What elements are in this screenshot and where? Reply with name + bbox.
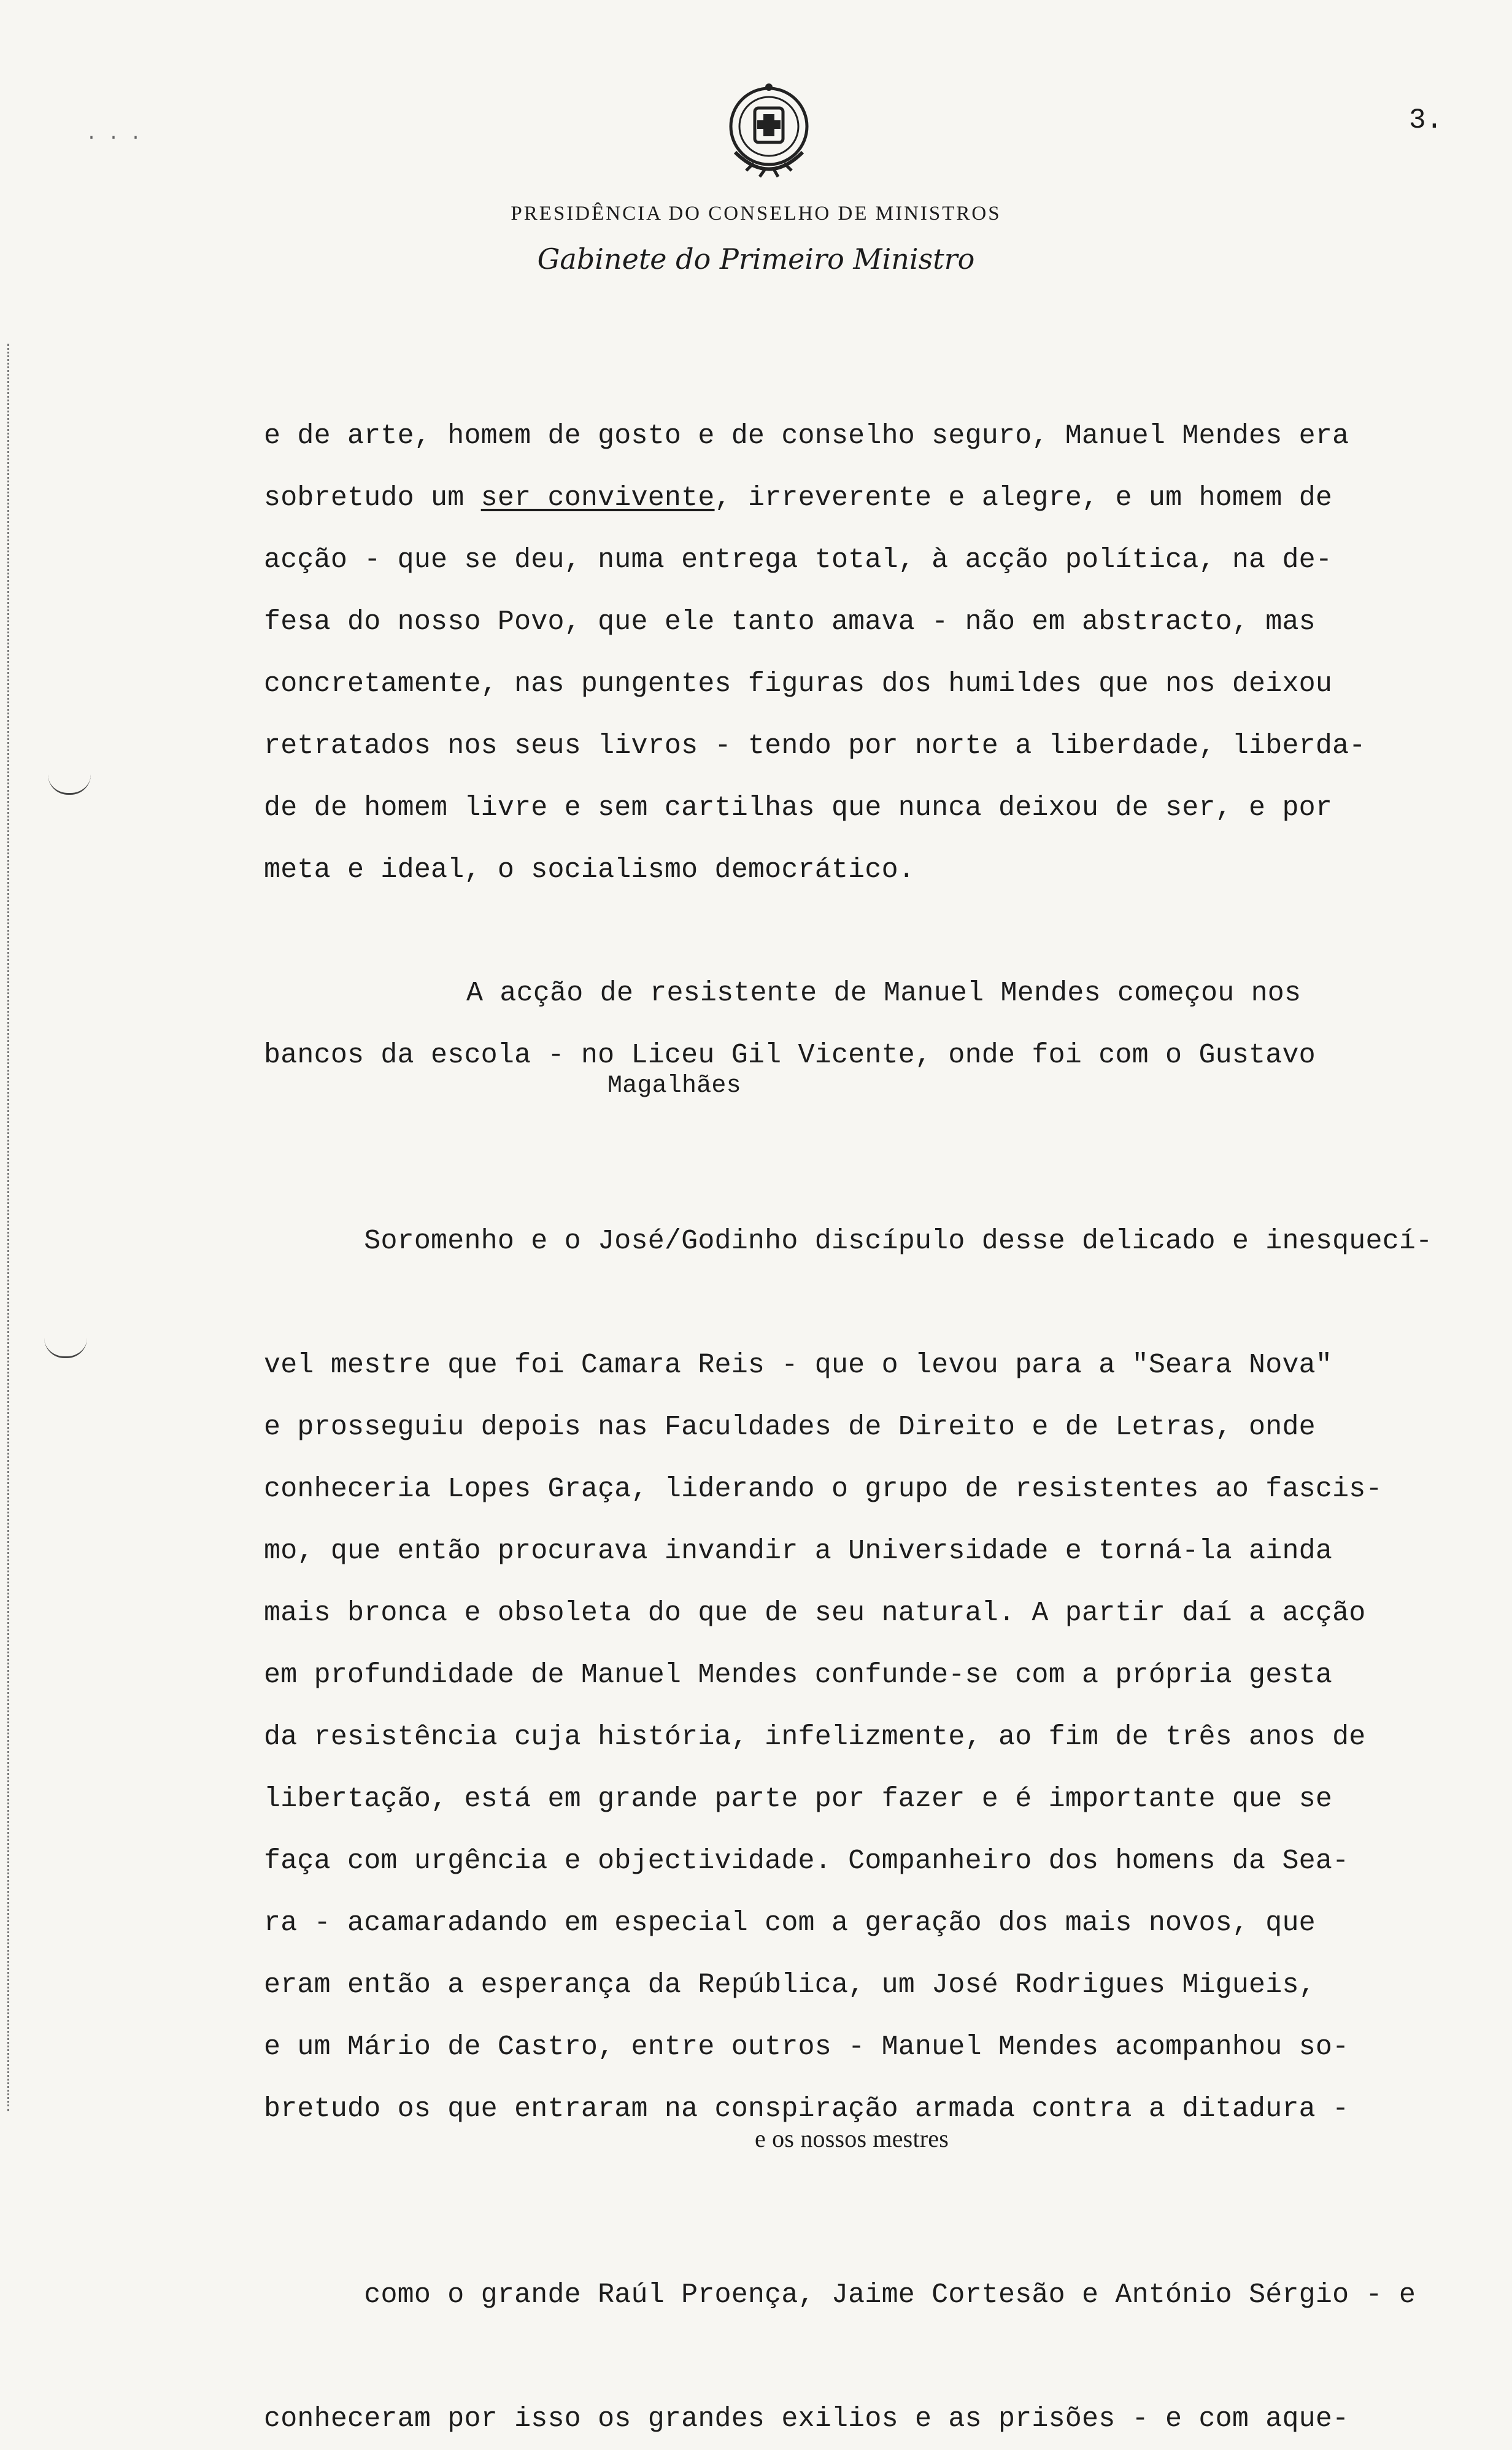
text-line: retratados nos seus livros - tendo por norte a liberdade, liberda- [264,730,1366,762]
text-line: A acção de resistente de Manuel Mendes começou nos [466,978,1302,1009]
text-span: como o grande Raúl Proença, Jaime Cortesão e António Sérgio - e [364,2279,1416,2311]
handwritten-insertion: Magalhães [608,1072,741,1100]
margin-mark [48,775,91,795]
text-line: acção - que se deu, numa entrega total, à acção política, na de- [264,544,1333,576]
text-span: , irreverente e alegre, e um homem de [714,482,1333,514]
letterhead-office: Gabinete do Primeiro Ministro [537,242,975,276]
letter-body [264,405,1479,2450]
page-number: 3. [1409,104,1443,136]
text-line: bretudo os que entraram na conspiração armada contra a ditadura - [264,2093,1349,2125]
text-line: meta e ideal, o socialismo democrático. [264,854,915,886]
text-line: mo, que então procurava invandir a Universidade e torná-la ainda [264,1536,1333,1567]
text-span: sobretudo um [264,482,481,514]
text-line: ra - acamaradando em especial com a geração dos mais novos, que [264,1907,1316,1939]
text-line: concretamente, nas pungentes figuras dos humildes que nos deixou [264,668,1333,700]
text-line [264,1072,1479,1334]
text-line: mais bronca e obsoleta do que de seu natural. A partir daí a acção [264,1598,1366,1629]
text-line: libertação, está em grande parte por fazer e é importante que se [264,1783,1333,1815]
text-line: e um Mário de Castro, entre outros - Manuel Mendes acompanhou so- [264,2031,1349,2063]
handwritten-insertion: e os nossos mestres [755,2125,949,2152]
text-line: da resistência cuja história, infelizmente, ao fim de três anos de [264,1722,1366,1753]
scan-edge-line [7,344,11,2111]
underlined-phrase: ser convivente [480,482,715,514]
letterhead-institution: PRESIDÊNCIA DO CONSELHO DE MINISTROS [511,203,1001,225]
text-line [264,2125,1479,2388]
text-line: fesa do nosso Povo, que ele tanto amava - não em abstracto, mas [264,606,1316,638]
text-line: bancos da escola - no Liceu Gil Vicente, onde foi com o Gustavo [264,1040,1316,1071]
text-line: conheceram por isso os grandes exilios e as prisões - e com aque- [264,2403,1349,2435]
text-line: vel mestre que foi Camara Reis - que o levou para a "Seara Nova" [264,1350,1333,1381]
text-span: Soromenho e o José/Godinho discípulo desse delicado e inesquecí- [364,1226,1433,1257]
margin-mark [44,1338,87,1358]
portuguese-coat-of-arms-icon [717,79,821,189]
scan-specks: · · · [86,128,142,149]
text-line: eram então a esperança da República, um José Rodrigues Migueis, [264,1969,1316,2001]
text-line: conheceria Lopes Graça, liderando o grupo de resistentes ao fascis- [264,1474,1383,1505]
text-line: e de arte, homem de gosto e de conselho seguro, Manuel Mendes era [264,420,1349,452]
paragraph-gap [264,901,1479,962]
text-line: e prosseguiu depois nas Faculdades de Direito e de Letras, onde [264,1412,1316,1443]
text-line: em profundidade de Manuel Mendes confunde-se com a própria gesta [264,1660,1333,1691]
text-line: de de homem livre e sem cartilhas que nunca deixou de ser, e por [264,792,1333,824]
text-line [264,467,1479,529]
text-line: faça com urgência e objectividade. Companheiro dos homens da Sea- [264,1845,1349,1877]
